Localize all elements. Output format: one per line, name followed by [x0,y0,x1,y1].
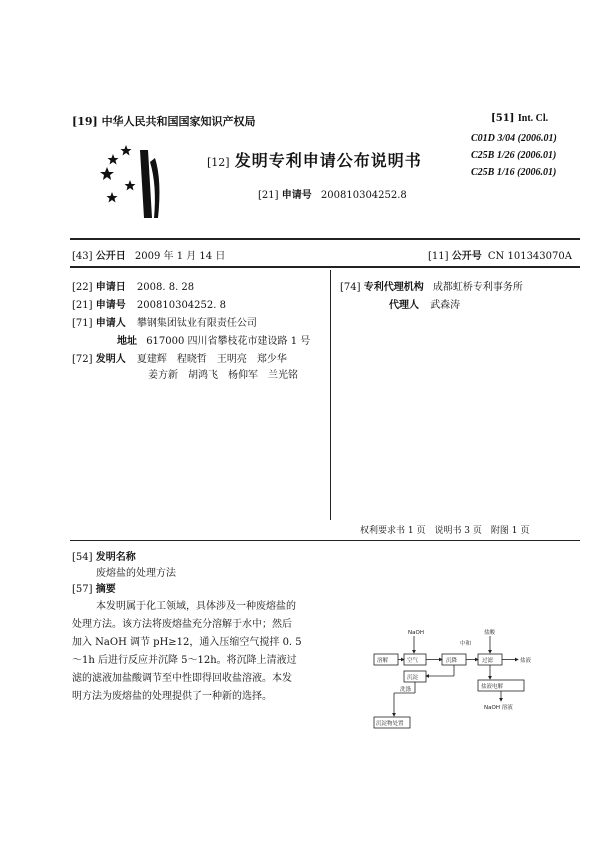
abstract-line-2: 处理方法。该方法将废熔盐充分溶解于水中；然后 [72,619,292,630]
pub-date-line [72,247,225,262]
header-app-line [258,186,407,201]
filter-label: 过滤 [482,658,494,664]
inventor-row [72,350,287,365]
naoh-input-label: NaOH [408,630,424,636]
class-2: C25B 1/26 (2006.01) [471,150,557,161]
inventor-label: 发明人 [95,354,126,365]
page-counts: 权利要求书 1 页 说明书 3 页 附图 1 页 [360,526,530,536]
dissolve-label: 溶解 [377,658,389,664]
abstract-line-4: ～1h 后进行反应并沉降 5～12h。将沉降上清液过 [72,655,297,666]
process-flow-diagram [360,625,560,745]
filing-date: 2008. 8. 28 [136,282,195,293]
abstract-line-1: 本发明属于化工领域，具体涉及一种废熔盐的 [96,601,296,612]
filing-date-row [72,278,194,293]
app-no-row [72,296,226,311]
divider-top [70,238,580,240]
inventors-line-1: 夏建辉 程晓哲 王明亮 郑少华 [136,354,287,365]
header-app-number: 200810304252.8 [320,190,407,201]
divider-abstract [70,540,580,541]
class-3: C25B 1/16 (2006.01) [471,167,557,178]
agent-row [389,296,460,311]
acid-input-label: 盐酸 [484,630,496,636]
address: 617000 四川省攀枝花市建设路 1 号 [146,336,311,347]
cnipa-logo-icon [100,140,175,220]
agency-label: 专利代理机构 [363,282,424,293]
title-code: [54] [72,552,93,563]
wash-label: 洗涤 [400,687,412,693]
abstract-line-5: 滤的滤液加盐酸调节至中性即得回收盐溶液。本发 [72,673,292,684]
office-code: [19] [72,115,98,128]
settle-label: 沉降 [446,658,458,664]
abstract-code: [57] [72,584,93,595]
neutral-label: 中和 [460,641,472,647]
abstract-line-6: 明方法为废熔盐的处理提供了一种新的选择。 [72,691,272,702]
pub-date: 2009 年 1 月 14 日 [134,251,226,262]
pub-no-line [428,247,572,262]
title-row [72,548,136,563]
header-app-label: 申请号 [281,190,312,201]
header-app-code: [21] [258,190,279,201]
applicant-code: [71] [72,318,93,329]
disposal-label: 沉淀物处置 [376,721,404,727]
int-cl-heading [491,113,548,124]
agency-name: 成都虹桥专利事务所 [432,282,523,293]
product-arrow-label: 盐液 [520,658,532,664]
abstract-heading [72,580,116,595]
doc-type-title: 发明专利申请公布说明书 [234,151,422,170]
air-label: 空气 [407,658,419,664]
address-label: 地址 [117,336,137,347]
inventor-code: [72] [72,354,93,365]
result-label: NaOH 溶液 [484,705,513,711]
agent-name: 武森涛 [430,300,461,311]
app-label: 申请号 [95,300,126,311]
abstract-line-3: 加入 NaOH 调节 pH≥12，通入压缩空气搅拌 0. 5 [72,637,302,648]
inventors-line-2: 姜方新 胡鸿飞 杨仰军 兰光铭 [148,370,298,381]
abstract-label: 摘要 [95,584,116,595]
pub-date-label: 公开日 [95,251,126,262]
agent-label: 代理人 [389,300,419,311]
office-line [72,113,256,129]
app-code: [21] [72,300,93,311]
address-row [72,332,310,347]
agency-row [340,278,523,293]
invention-title: 废熔盐的处理方法 [96,568,176,579]
app-number: 200810304252. 8 [136,300,226,311]
filing-label: 申请日 [95,282,126,293]
pub-date-code: [43] [72,251,93,262]
doc-type-code: [12] [207,156,230,169]
pub-no-code: [11] [428,251,449,262]
int-cl-label: Int. Cl. [517,113,549,124]
title-label: 发明名称 [95,552,136,563]
filing-code: [22] [72,282,93,293]
pub-no-label: 公开号 [451,251,482,262]
applicant-row [72,314,257,329]
office-name: 中华人民共和国国家知识产权局 [101,115,256,128]
residue-label: 沉淀 [407,675,419,681]
int-cl-code: [51] [491,113,515,124]
column-divider [330,270,331,520]
applicant-name: 攀钢集团钛业有限责任公司 [136,318,257,329]
electro-label: 盐液电解 [481,684,504,690]
applicant-label: 申请人 [95,318,126,329]
agency-code: [74] [340,282,361,293]
doc-type-line [207,148,422,171]
divider-pub [70,266,580,268]
class-1: C01D 3/04 (2006.01) [471,133,557,144]
pub-no: CN 101343070A [487,251,572,262]
